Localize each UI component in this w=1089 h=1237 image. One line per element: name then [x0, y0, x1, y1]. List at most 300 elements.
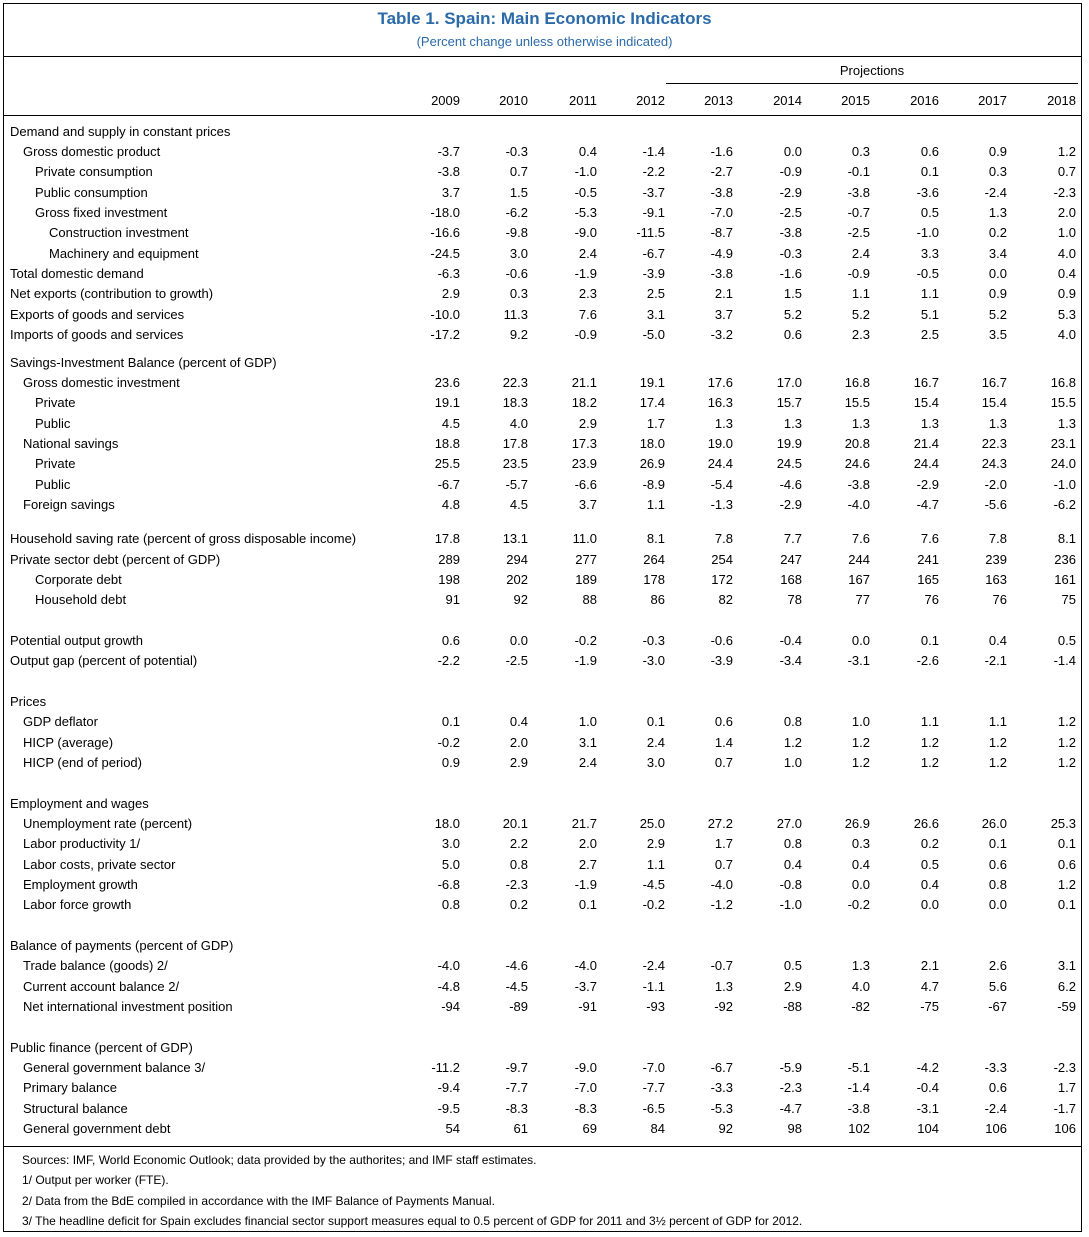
row-label: Total domestic demand [10, 266, 144, 281]
table-row [0, 875, 1089, 895]
top-rule [4, 56, 1081, 57]
cell-2016: 26.6 [913, 816, 939, 831]
cell-2009: -6.3 [437, 266, 460, 281]
table-row [0, 733, 1089, 753]
section-header-row [0, 1038, 1089, 1058]
cell-2013: -0.7 [710, 958, 733, 973]
cell-2016: -3.6 [916, 185, 939, 200]
cell-2009: 5.0 [441, 857, 460, 872]
cell-2012: 17.4 [639, 395, 665, 410]
cell-2010: -0.3 [505, 144, 528, 159]
cell-2009: 0.6 [441, 633, 460, 648]
cell-2009: 4.8 [441, 497, 460, 512]
cell-2017: -2.1 [984, 653, 1007, 668]
cell-2013: 82 [718, 592, 733, 607]
cell-2016: 0.6 [920, 144, 939, 159]
cell-2013: -3.8 [710, 185, 733, 200]
table-row [0, 712, 1089, 732]
table-row [0, 162, 1089, 182]
cell-2010: 92 [513, 592, 528, 607]
cell-2014: 0.6 [783, 327, 802, 342]
table-row [0, 495, 1089, 515]
cell-2009: 0.9 [441, 755, 460, 770]
cell-2009: -94 [441, 999, 460, 1014]
section-header-row [0, 794, 1089, 814]
cell-2011: 1.0 [578, 714, 597, 729]
cell-2015: 15.5 [844, 395, 870, 410]
cell-2017: 1.3 [988, 205, 1007, 220]
section-header-row [0, 122, 1089, 142]
cell-2014: 5.2 [783, 307, 802, 322]
footnote: 2/ Data from the BdE compiled in accordance with the IMF Balance of Payments Manual. [22, 1194, 495, 1208]
cell-2018: 161 [1054, 572, 1076, 587]
cell-2015: 24.6 [844, 456, 870, 471]
cell-2016: -2.9 [916, 477, 939, 492]
cell-2012: 8.1 [646, 531, 665, 546]
table-row [0, 570, 1089, 590]
cell-2013: -3.3 [710, 1080, 733, 1095]
cell-2016: 104 [917, 1121, 939, 1136]
cell-2013: 19.0 [707, 436, 733, 451]
cell-2009: -0.2 [437, 735, 460, 750]
cell-2009: -17.2 [430, 327, 460, 342]
cell-2015: 0.0 [851, 877, 870, 892]
cell-2018: 1.7 [1057, 1080, 1076, 1095]
cell-2018: -1.4 [1053, 653, 1076, 668]
cell-2014: 24.5 [776, 456, 802, 471]
cell-2009: -4.8 [437, 979, 460, 994]
table-row [0, 203, 1089, 223]
cell-2011: 0.4 [578, 144, 597, 159]
cell-2012: -11.5 [636, 225, 665, 240]
cell-2009: 54 [445, 1121, 460, 1136]
cell-2012: -6.5 [642, 1101, 665, 1116]
cell-2011: 3.7 [578, 497, 597, 512]
cell-2014: 0.4 [783, 857, 802, 872]
cell-2010: -2.5 [505, 653, 528, 668]
row-label: Private [35, 456, 76, 471]
cell-2012: 25.0 [639, 816, 665, 831]
row-label: HICP (end of period) [23, 755, 142, 770]
row-label: National savings [23, 436, 119, 451]
cell-2013: 16.3 [707, 395, 733, 410]
cell-2014: -0.4 [779, 633, 802, 648]
cell-2018: 75 [1061, 592, 1076, 607]
cell-2017: -67 [988, 999, 1007, 1014]
cell-2010: -9.8 [505, 225, 528, 240]
cell-2011: -91 [578, 999, 597, 1014]
cell-2018: 6.2 [1057, 979, 1076, 994]
row-label: Public [35, 416, 71, 431]
row-label: Imports of goods and services [10, 327, 184, 342]
cell-2011: 2.3 [578, 286, 597, 301]
cell-2013: 7.8 [714, 531, 733, 546]
cell-2012: -5.0 [642, 327, 665, 342]
cell-2011: -4.0 [574, 958, 597, 973]
footnote: 1/ Output per worker (FTE). [22, 1173, 169, 1187]
cell-2011: 2.4 [578, 755, 597, 770]
cell-2009: 17.8 [434, 531, 460, 546]
cell-2016: 1.2 [920, 735, 939, 750]
table-row [0, 814, 1089, 834]
cell-2009: 0.1 [441, 714, 460, 729]
row-label: Savings-Investment Balance (percent of GDP) [10, 355, 277, 370]
cell-2012: 2.4 [646, 735, 665, 750]
row-label: Exports of goods and services [10, 307, 185, 322]
cell-2012: -1.1 [642, 979, 665, 994]
cell-2012: 19.1 [639, 375, 665, 390]
cell-2016: 5.1 [920, 307, 939, 322]
cell-2017: 7.8 [988, 531, 1007, 546]
cell-2017: 0.0 [988, 897, 1007, 912]
header-rule [4, 115, 1081, 116]
cell-2018: 0.1 [1057, 897, 1076, 912]
cell-2010: 0.3 [509, 286, 528, 301]
cell-2009: -10.0 [430, 307, 460, 322]
cell-2009: 198 [438, 572, 460, 587]
cell-2010: 18.3 [502, 395, 528, 410]
cell-2011: 7.6 [578, 307, 597, 322]
cell-2013: 1.4 [714, 735, 733, 750]
row-label: Public finance (percent of GDP) [10, 1040, 193, 1055]
cell-2012: 264 [643, 552, 665, 567]
cell-2016: 0.4 [920, 877, 939, 892]
row-label: Labor force growth [23, 897, 132, 912]
cell-2013: 0.6 [714, 714, 733, 729]
cell-2017: -3.3 [984, 1060, 1007, 1075]
cell-2016: -3.1 [916, 1101, 939, 1116]
cell-2018: -2.3 [1053, 185, 1076, 200]
cell-2015: -82 [851, 999, 870, 1014]
cell-2011: 2.9 [578, 416, 597, 431]
cell-2016: -75 [920, 999, 939, 1014]
cell-2012: -7.0 [642, 1060, 665, 1075]
cell-2014: -1.6 [779, 266, 802, 281]
cell-2010: 61 [513, 1121, 528, 1136]
cell-2012: -6.7 [642, 246, 665, 261]
cell-2009: 3.7 [441, 185, 460, 200]
cell-2017: 0.2 [988, 225, 1007, 240]
row-label: Employment and wages [10, 796, 149, 811]
cell-2015: 2.4 [851, 246, 870, 261]
section-header-row [0, 353, 1089, 373]
cell-2010: 3.0 [509, 246, 528, 261]
cell-2013: -5.3 [710, 1101, 733, 1116]
cell-2017: 1.2 [988, 735, 1007, 750]
cell-2018: 0.4 [1057, 266, 1076, 281]
row-label: Machinery and equipment [49, 246, 199, 261]
cell-2015: 167 [848, 572, 870, 587]
cell-2017: 3.5 [988, 327, 1007, 342]
cell-2013: 1.7 [714, 836, 733, 851]
cell-2013: -1.3 [710, 497, 733, 512]
cell-2015: 1.0 [851, 714, 870, 729]
cell-2015: -5.1 [847, 1060, 870, 1075]
cell-2011: 277 [575, 552, 597, 567]
cell-2013: -2.7 [710, 164, 733, 179]
row-label: Private [35, 395, 76, 410]
table-row [0, 142, 1089, 162]
cell-2009: -9.5 [437, 1101, 460, 1116]
table-row [0, 855, 1089, 875]
cell-2012: 84 [650, 1121, 665, 1136]
table-row [0, 264, 1089, 284]
cell-2010: 294 [506, 552, 528, 567]
cell-2015: -0.2 [847, 897, 870, 912]
cell-2009: -3.8 [437, 164, 460, 179]
cell-2018: 2.0 [1057, 205, 1076, 220]
cell-2010: 0.7 [509, 164, 528, 179]
cell-2013: 254 [711, 552, 733, 567]
cell-2015: -0.7 [847, 205, 870, 220]
row-label: Foreign savings [23, 497, 115, 512]
row-label: General government balance 3/ [23, 1060, 206, 1075]
cell-2011: 2.4 [578, 246, 597, 261]
cell-2009: -9.4 [437, 1080, 460, 1095]
row-label: General government debt [23, 1121, 171, 1136]
cell-2018: 0.5 [1057, 633, 1076, 648]
cell-2017: 76 [992, 592, 1007, 607]
cell-2010: 1.5 [509, 185, 528, 200]
cell-2014: -2.5 [779, 205, 802, 220]
cell-2013: -8.7 [710, 225, 733, 240]
cell-2018: -59 [1057, 999, 1076, 1014]
cell-2009: 3.0 [441, 836, 460, 851]
cell-2010: -5.7 [505, 477, 528, 492]
table-row [0, 997, 1089, 1017]
row-label: Corporate debt [35, 572, 122, 587]
cell-2012: 0.1 [646, 714, 665, 729]
cell-2013: -4.9 [710, 246, 733, 261]
year-header-2016: 2016 [910, 93, 939, 108]
cell-2014: 1.0 [783, 755, 802, 770]
cell-2013: 172 [711, 572, 733, 587]
cell-2010: -0.6 [505, 266, 528, 281]
table-row [0, 223, 1089, 243]
row-label: Structural balance [23, 1101, 128, 1116]
cell-2018: 24.0 [1050, 456, 1076, 471]
cell-2015: 1.3 [851, 416, 870, 431]
cell-2015: 0.3 [851, 144, 870, 159]
table-row [0, 244, 1089, 264]
cell-2010: 0.8 [509, 857, 528, 872]
cell-2013: -6.7 [710, 1060, 733, 1075]
row-label: Public [35, 477, 71, 492]
row-label: Gross fixed investment [35, 205, 168, 220]
cell-2012: 18.0 [639, 436, 665, 451]
row-label: Net international investment position [23, 999, 233, 1014]
cell-2017: 16.7 [981, 375, 1007, 390]
cell-2014: -5.9 [779, 1060, 802, 1075]
row-label: Primary balance [23, 1080, 117, 1095]
table-row [0, 434, 1089, 454]
cell-2009: -4.0 [437, 958, 460, 973]
cell-2013: -3.8 [710, 266, 733, 281]
cell-2016: -4.7 [916, 497, 939, 512]
cell-2015: 1.2 [851, 755, 870, 770]
cell-2015: 16.8 [844, 375, 870, 390]
cell-2011: -9.0 [574, 1060, 597, 1075]
cell-2010: -6.2 [505, 205, 528, 220]
row-label: HICP (average) [23, 735, 114, 750]
cell-2018: 0.9 [1057, 286, 1076, 301]
cell-2011: -5.3 [574, 205, 597, 220]
cell-2016: 24.4 [913, 456, 939, 471]
cell-2011: 17.3 [571, 436, 597, 451]
cell-2018: 1.2 [1057, 735, 1076, 750]
row-label: Construction investment [49, 225, 189, 240]
row-label: Private sector debt (percent of GDP) [10, 552, 221, 567]
cell-2009: 23.6 [434, 375, 460, 390]
cell-2017: 2.6 [988, 958, 1007, 973]
cell-2013: -1.2 [710, 897, 733, 912]
cell-2010: -4.5 [505, 979, 528, 994]
row-label: Labor costs, private sector [23, 857, 176, 872]
cell-2011: 21.1 [571, 375, 597, 390]
cell-2015: 2.3 [851, 327, 870, 342]
cell-2016: 0.1 [920, 633, 939, 648]
cell-2009: 25.5 [434, 456, 460, 471]
cell-2013: -0.6 [710, 633, 733, 648]
cell-2015: 26.9 [844, 816, 870, 831]
cell-2017: 5.6 [988, 979, 1007, 994]
cell-2010: 2.2 [509, 836, 528, 851]
cell-2010: -89 [509, 999, 528, 1014]
cell-2013: -1.6 [710, 144, 733, 159]
row-label: Unemployment rate (percent) [23, 816, 193, 831]
cell-2018: 23.1 [1050, 436, 1076, 451]
cell-2013: 0.7 [714, 857, 733, 872]
cell-2018: -2.3 [1053, 1060, 1076, 1075]
cell-2010: -7.7 [505, 1080, 528, 1095]
row-label: Household saving rate (percent of gross disposable income) [10, 531, 357, 546]
cell-2012: 2.5 [646, 286, 665, 301]
cell-2014: 1.5 [783, 286, 802, 301]
cell-2018: 1.2 [1057, 877, 1076, 892]
table-row [0, 590, 1089, 610]
cell-2015: -3.1 [847, 653, 870, 668]
cell-2009: 0.8 [441, 897, 460, 912]
cell-2014: 2.9 [783, 979, 802, 994]
cell-2018: 1.2 [1057, 755, 1076, 770]
cell-2015: -3.8 [847, 477, 870, 492]
year-header-2015: 2015 [841, 93, 870, 108]
row-label: Demand and supply in constant prices [10, 124, 231, 139]
cell-2017: 22.3 [981, 436, 1007, 451]
cell-2011: -3.7 [574, 979, 597, 994]
cell-2014: -2.9 [779, 497, 802, 512]
cell-2010: 22.3 [502, 375, 528, 390]
cell-2012: 1.7 [646, 416, 665, 431]
cell-2015: -2.5 [847, 225, 870, 240]
cell-2009: -6.8 [437, 877, 460, 892]
cell-2012: -7.7 [642, 1080, 665, 1095]
table-title: Table 1. Spain: Main Economic Indicators [377, 9, 712, 28]
cell-2014: -0.8 [779, 877, 802, 892]
cell-2018: 0.1 [1057, 836, 1076, 851]
cell-2011: 0.1 [578, 897, 597, 912]
cell-2016: 3.3 [920, 246, 939, 261]
cell-2014: -1.0 [779, 897, 802, 912]
cell-2015: 4.0 [851, 979, 870, 994]
cell-2015: 0.0 [851, 633, 870, 648]
cell-2013: -4.0 [710, 877, 733, 892]
row-label: Private consumption [35, 164, 153, 179]
cell-2013: -3.9 [710, 653, 733, 668]
table-row [0, 834, 1089, 854]
cell-2014: 7.7 [783, 531, 802, 546]
cell-2016: 0.5 [920, 857, 939, 872]
cell-2013: 1.3 [714, 979, 733, 994]
cell-2017: 0.8 [988, 877, 1007, 892]
cell-2015: 0.3 [851, 836, 870, 851]
cell-2015: -3.8 [847, 185, 870, 200]
footnote: Sources: IMF, World Economic Outlook; data provided by the authorites; and IMF staff estimates. [22, 1153, 537, 1167]
cell-2016: -0.5 [916, 266, 939, 281]
table-row [0, 1099, 1089, 1119]
cell-2009: 19.1 [434, 395, 460, 410]
cell-2011: -0.2 [574, 633, 597, 648]
cell-2015: -0.1 [847, 164, 870, 179]
row-label: Trade balance (goods) 2/ [23, 958, 168, 973]
cell-2016: 4.7 [920, 979, 939, 994]
cell-2017: 0.1 [988, 836, 1007, 851]
cell-2015: 0.4 [851, 857, 870, 872]
cell-2010: 202 [506, 572, 528, 587]
table-row [0, 956, 1089, 976]
cell-2017: 0.9 [988, 286, 1007, 301]
row-label: Labor productivity 1/ [23, 836, 141, 851]
row-label: Public consumption [35, 185, 148, 200]
cell-2014: 0.8 [783, 714, 802, 729]
cell-2017: 1.3 [988, 416, 1007, 431]
cell-2018: 1.0 [1057, 225, 1076, 240]
row-label: Gross domestic investment [23, 375, 180, 390]
cell-2013: -7.0 [710, 205, 733, 220]
cell-2014: 168 [780, 572, 802, 587]
cell-2015: 1.3 [851, 958, 870, 973]
cell-2012: 26.9 [639, 456, 665, 471]
table-row [0, 454, 1089, 474]
cell-2016: 7.6 [920, 531, 939, 546]
cell-2012: 1.1 [646, 497, 665, 512]
cell-2016: 76 [924, 592, 939, 607]
cell-2013: 92 [718, 1121, 733, 1136]
cell-2012: -8.9 [642, 477, 665, 492]
cell-2017: -2.0 [984, 477, 1007, 492]
table-row [0, 475, 1089, 495]
cell-2010: -2.3 [505, 877, 528, 892]
row-label: Potential output growth [10, 633, 143, 648]
cell-2014: -0.9 [779, 164, 802, 179]
cell-2018: 15.5 [1050, 395, 1076, 410]
table-row [0, 183, 1089, 203]
cell-2012: -2.4 [642, 958, 665, 973]
section-header-row [0, 936, 1089, 956]
table-row [0, 631, 1089, 651]
cell-2011: 189 [575, 572, 597, 587]
cell-2017: -5.6 [984, 497, 1007, 512]
cell-2009: 91 [445, 592, 460, 607]
cell-2018: 1.2 [1057, 144, 1076, 159]
table-row [0, 414, 1089, 434]
cell-2009: 18.8 [434, 436, 460, 451]
cell-2012: 3.1 [646, 307, 665, 322]
cell-2018: 4.0 [1057, 327, 1076, 342]
cell-2012: -93 [646, 999, 665, 1014]
year-header-2013: 2013 [704, 93, 733, 108]
cell-2017: 24.3 [981, 456, 1007, 471]
